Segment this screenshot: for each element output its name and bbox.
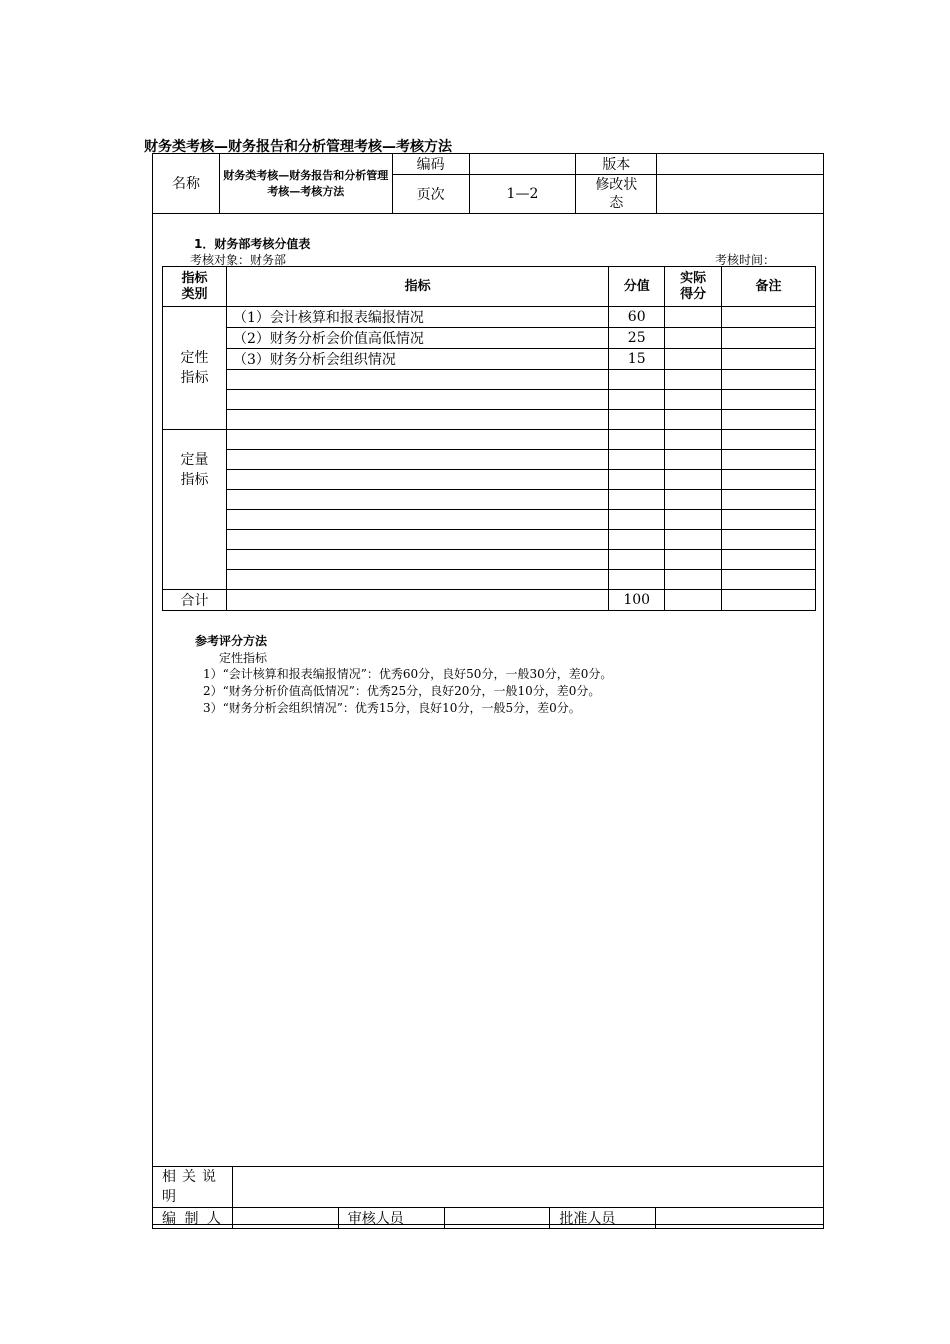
table-row xyxy=(163,430,816,450)
indicator-cell[interactable] xyxy=(226,390,608,410)
header-category: 指标类别 xyxy=(163,267,227,307)
score-cell[interactable] xyxy=(609,390,665,410)
remark-cell[interactable] xyxy=(722,530,816,550)
total-remark-cell[interactable] xyxy=(722,590,816,611)
total-actual-cell[interactable] xyxy=(665,590,722,611)
remark-cell[interactable] xyxy=(722,510,816,530)
score-cell[interactable] xyxy=(609,450,665,470)
remark-cell[interactable] xyxy=(722,550,816,570)
indicator-cell: （2）财务分析会价值高低情况 xyxy=(226,328,608,349)
indicator-cell[interactable] xyxy=(226,510,608,530)
notes-label: 相关说明 xyxy=(153,1167,233,1208)
actual-cell[interactable] xyxy=(665,470,722,490)
table-row xyxy=(163,530,816,550)
header-remark: 备注 xyxy=(722,267,816,307)
actual-cell[interactable] xyxy=(665,307,722,328)
actual-cell[interactable] xyxy=(665,490,722,510)
indicator-cell[interactable] xyxy=(226,570,608,590)
page-value: 1—2 xyxy=(469,175,576,214)
actual-cell[interactable] xyxy=(665,430,722,450)
score-cell: 25 xyxy=(609,328,665,349)
indicator-cell[interactable] xyxy=(226,410,608,430)
name-value: 财务类考核—财务报告和分析管理考核—考核方法 xyxy=(219,154,392,214)
total-value: 100 xyxy=(609,590,665,611)
indicator-cell[interactable] xyxy=(226,470,608,490)
code-label: 编码 xyxy=(392,154,469,175)
code-value xyxy=(469,154,576,175)
score-cell: 15 xyxy=(609,349,665,370)
editor-value[interactable] xyxy=(232,1208,338,1229)
indicator-cell[interactable] xyxy=(226,430,608,450)
name-label: 名称 xyxy=(153,154,220,214)
remark-cell[interactable] xyxy=(722,430,816,450)
actual-cell[interactable] xyxy=(665,570,722,590)
score-cell: 60 xyxy=(609,307,665,328)
actual-cell[interactable] xyxy=(665,370,722,390)
indicator-cell[interactable] xyxy=(226,550,608,570)
table-row xyxy=(163,390,816,410)
table-row xyxy=(163,550,816,570)
table-row xyxy=(163,349,816,370)
table-row xyxy=(163,328,816,349)
table-row xyxy=(163,450,816,470)
header-table xyxy=(152,153,824,214)
table-row xyxy=(163,470,816,490)
revision-label: 修改状态 xyxy=(576,175,657,214)
remark-cell[interactable] xyxy=(722,490,816,510)
remark-cell[interactable] xyxy=(722,410,816,430)
score-cell[interactable] xyxy=(609,470,665,490)
table-row xyxy=(163,570,816,590)
score-cell[interactable] xyxy=(609,530,665,550)
quantitative-category: 定量指标 xyxy=(163,430,227,590)
header-actual: 实际得分 xyxy=(665,267,722,307)
revision-value xyxy=(657,175,824,214)
remark-cell[interactable] xyxy=(722,307,816,328)
score-cell[interactable] xyxy=(609,510,665,530)
remark-cell[interactable] xyxy=(722,570,816,590)
indicator-cell[interactable] xyxy=(226,490,608,510)
score-cell[interactable] xyxy=(609,490,665,510)
score-cell[interactable] xyxy=(609,570,665,590)
actual-cell[interactable] xyxy=(665,450,722,470)
version-label: 版本 xyxy=(576,154,657,175)
approver-label: 批准人员 xyxy=(550,1208,656,1229)
table-row xyxy=(163,490,816,510)
actual-cell[interactable] xyxy=(665,349,722,370)
total-label: 合计 xyxy=(163,590,227,611)
header-indicator: 指标 xyxy=(226,267,608,307)
page-label: 页次 xyxy=(392,175,469,214)
score-cell[interactable] xyxy=(609,410,665,430)
remark-cell[interactable] xyxy=(722,450,816,470)
reference-line: 1）“会计核算和报表编报情况”：优秀60分，良好50分，一般30分，差0分。 xyxy=(203,667,613,681)
score-cell[interactable] xyxy=(609,430,665,450)
actual-cell[interactable] xyxy=(665,550,722,570)
indicator-cell[interactable] xyxy=(226,370,608,390)
approver-value[interactable] xyxy=(656,1208,824,1229)
remark-cell[interactable] xyxy=(722,470,816,490)
total-row xyxy=(163,590,816,611)
table-row xyxy=(163,307,816,328)
score-table xyxy=(162,266,816,611)
indicator-cell[interactable] xyxy=(226,530,608,550)
total-indicator-cell xyxy=(226,590,608,611)
reference-line: 2）“财务分析价值高低情况”：优秀25分，良好20分，一般10分，差0分。 xyxy=(203,684,601,698)
qualitative-category: 定性指标 xyxy=(163,307,227,430)
actual-cell[interactable] xyxy=(665,390,722,410)
table-row xyxy=(163,370,816,390)
reviewer-label: 审核人员 xyxy=(338,1208,444,1229)
footer-table xyxy=(152,1166,824,1229)
indicator-cell[interactable] xyxy=(226,450,608,470)
actual-cell[interactable] xyxy=(665,410,722,430)
section-title: 1．财务部考核分值表 xyxy=(194,237,311,251)
actual-cell[interactable] xyxy=(665,510,722,530)
actual-cell[interactable] xyxy=(665,328,722,349)
header-score: 分值 xyxy=(609,267,665,307)
reviewer-value[interactable] xyxy=(444,1208,550,1229)
document-title: 财务类考核—财务报告和分析管理考核—考核方法 xyxy=(144,139,452,155)
table-row xyxy=(163,410,816,430)
remark-cell[interactable] xyxy=(722,390,816,410)
editor-label: 编 制 人 xyxy=(153,1208,233,1229)
assessment-time: 考核时间： xyxy=(715,253,776,267)
reference-title: 参考评分方法 xyxy=(195,634,268,648)
score-cell[interactable] xyxy=(609,370,665,390)
actual-cell[interactable] xyxy=(665,530,722,550)
indicator-cell: （1）会计核算和报表编报情况 xyxy=(226,307,608,328)
score-cell[interactable] xyxy=(609,550,665,570)
reference-subtitle: 定性指标 xyxy=(219,651,268,665)
version-value xyxy=(657,154,824,175)
remark-cell[interactable] xyxy=(722,328,816,349)
assessment-target: 考核对象：财务部 xyxy=(190,253,287,267)
notes-value[interactable] xyxy=(232,1167,823,1208)
indicator-cell: （3）财务分析会组织情况 xyxy=(226,349,608,370)
remark-cell[interactable] xyxy=(722,349,816,370)
remark-cell[interactable] xyxy=(722,370,816,390)
reference-line: 3）“财务分析会组织情况”：优秀15分，良好10分，一般5分，差0分。 xyxy=(203,701,581,715)
table-row xyxy=(163,510,816,530)
